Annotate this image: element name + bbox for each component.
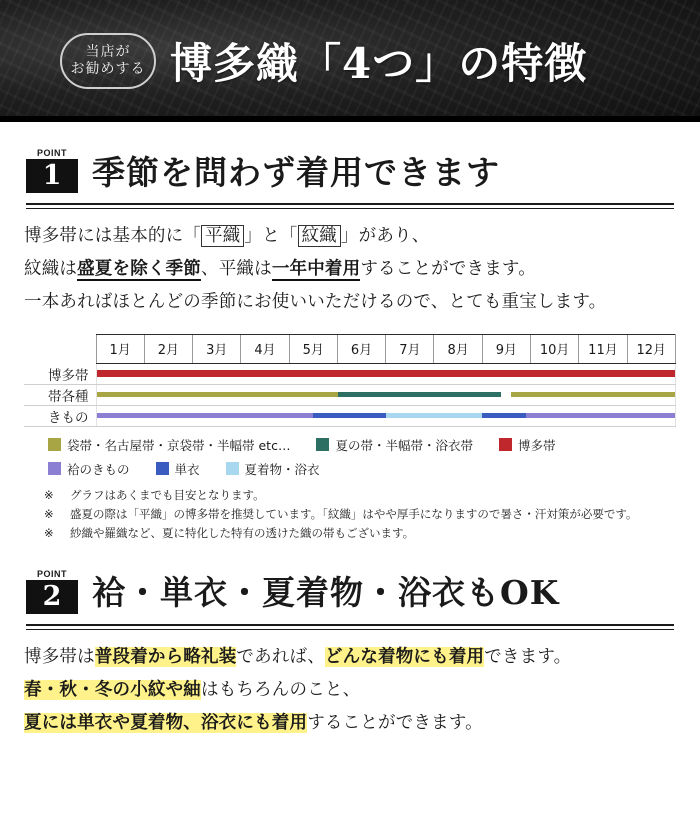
point-1-heading (0, 148, 700, 193)
legend-swatch (316, 438, 329, 451)
point-1-paragraph-1: 博多帯には基本的に「 平織 」と「 紋織 」があり、 (24, 226, 430, 246)
month-header: 10月 (531, 335, 579, 364)
point-1-paragraph-2: 紋織は盛夏を除く季節、平織は一年中着用することができます。 (24, 259, 536, 280)
legend-label: 夏着物・浴衣 (244, 461, 320, 477)
highlight-spring-autumn-winter: 春・秋・冬の小紋や紬 (24, 679, 201, 700)
month-header: 1月 (96, 335, 144, 364)
point-1-badge (26, 148, 78, 193)
legend-swatch (226, 462, 239, 475)
legend-label: 袷のきもの (67, 461, 130, 477)
point-2-number: 2 (26, 580, 78, 614)
season-chart-header-row (24, 335, 676, 364)
point-2-heading (0, 569, 700, 614)
highlight-season-except-midsummer: 盛夏を除く季節 (77, 259, 202, 280)
table-row (24, 405, 676, 426)
note-item (44, 505, 676, 524)
point-1-rule-thick (26, 203, 674, 205)
highlight-monori: 紋織 (298, 225, 341, 247)
month-header: 11月 (579, 335, 627, 364)
highlight-summer-wear: 夏には単衣や夏着物、浴衣にも着用 (24, 713, 308, 734)
row-track-obi-types (96, 384, 676, 405)
row-label-obi-types: 帯各種 (24, 384, 96, 405)
legend-label: 夏の帯・半幅帯・浴衣帯 (335, 437, 473, 453)
legend-label: 袋帯・名古屋帯・京袋帯・半幅帯 etc… (67, 437, 291, 453)
point-2-paragraph-1: 博多帯は普段着から略礼装であれば、どんな着物にも着用できます。 (24, 646, 572, 667)
month-header: 6月 (337, 335, 385, 364)
note-mark: ※ (44, 506, 54, 521)
point-2-badge (26, 569, 78, 614)
bar-segment-awase-1 (97, 413, 314, 418)
legend-swatch (48, 438, 61, 451)
point-1-label: POINT (36, 148, 67, 158)
page-title: 博多織「4つ」の特徴 (170, 39, 588, 88)
table-row (24, 364, 676, 385)
banner-content (0, 31, 587, 91)
month-header: 9月 (482, 335, 530, 364)
legend-item-hitoe (156, 460, 200, 478)
note-text: 紗織や羅織など、夏に特化した特有の透けた織の帯もございます。 (70, 525, 415, 540)
bar-segment-hitoe-2 (482, 413, 525, 418)
point-2-rule-thin (26, 629, 674, 630)
note-mark: ※ (44, 487, 54, 502)
legend-swatch (48, 462, 61, 475)
note-text: 盛夏の際は「平織」の博多帯を推奨しています。「紋織」はやや厚手になりますので暑さ・汗対策が必要です。 (70, 506, 638, 521)
bar-segment-hakataobi (97, 370, 676, 377)
point-1-rule-thin (26, 208, 674, 209)
point-2-title: 袷・単衣・夏着物・浴衣もOK (92, 573, 560, 613)
note-mark: ※ (44, 525, 54, 540)
highlight-hiraori: 平織 (201, 225, 244, 247)
legend-row-2 (48, 460, 676, 478)
point-2-paragraph-2: 春・秋・冬の小紋や紬はもちろんのこと、 (24, 679, 361, 700)
table-row (24, 384, 676, 405)
season-chart-corner (24, 335, 96, 364)
bar-segment-awase-2 (526, 413, 675, 418)
note-text: グラフはあくまでも目安となります。 (70, 487, 265, 502)
legend-row-1 (48, 436, 676, 454)
legend-label: 単衣 (174, 461, 200, 477)
point-1-paragraph-3: 一本あればほとんどの季節にお使いいただけるので、とても重宝します。 (24, 292, 607, 313)
month-header: 8月 (434, 335, 482, 364)
row-label-kimono: きもの (24, 405, 96, 426)
row-label-hakataobi: 博多帯 (24, 364, 96, 385)
recommend-badge-line1: 当店が (85, 43, 131, 60)
season-chart-table (24, 334, 676, 427)
bar-segment-summer-obi (338, 392, 502, 397)
bar-segment-natsu-yukata (386, 413, 482, 418)
month-header: 2月 (144, 335, 192, 364)
chart-notes (44, 486, 676, 543)
recommend-badge-line2: お勧めする (70, 61, 146, 77)
season-chart (24, 334, 676, 427)
month-header: 7月 (386, 335, 434, 364)
chart-legend (48, 436, 676, 478)
legend-swatch (499, 438, 512, 451)
note-item (44, 524, 676, 543)
legend-item-fukuro-obi (48, 436, 290, 454)
point-2-rule-thick (26, 624, 674, 626)
legend-item-summer-obi (316, 436, 473, 454)
highlight-any-kimono: どんな着物にも着用 (324, 646, 485, 667)
point-2-label: POINT (36, 568, 67, 579)
point-1-title: 季節を問わず着用できます (92, 152, 500, 192)
row-track-hakataobi (96, 364, 676, 385)
month-header: 5月 (289, 335, 337, 364)
bar-segment-fukuro-obi-1 (97, 392, 338, 397)
point-2-paragraph-3: 夏には単衣や夏着物、浴衣にも着用することができます。 (24, 713, 483, 734)
legend-swatch (156, 462, 169, 475)
point-1-number: 1 (26, 159, 78, 193)
month-header: 3月 (193, 335, 241, 364)
month-header: 12月 (627, 335, 675, 364)
legend-item-hakata-obi (499, 436, 556, 454)
legend-label: 博多帯 (517, 437, 556, 453)
bar-segment-fukuro-obi-2 (511, 392, 675, 397)
month-header: 4月 (241, 335, 289, 364)
row-track-kimono (96, 405, 676, 426)
highlight-all-year: 一年中着用 (271, 259, 361, 280)
bar-segment-hitoe-1 (313, 413, 385, 418)
recommend-badge (60, 33, 156, 89)
legend-item-natsu-yukata (226, 460, 320, 478)
note-item (44, 486, 676, 505)
highlight-fudangi: 普段着から略礼装 (94, 646, 237, 667)
legend-item-awase (48, 460, 130, 478)
page-banner (0, 0, 700, 122)
